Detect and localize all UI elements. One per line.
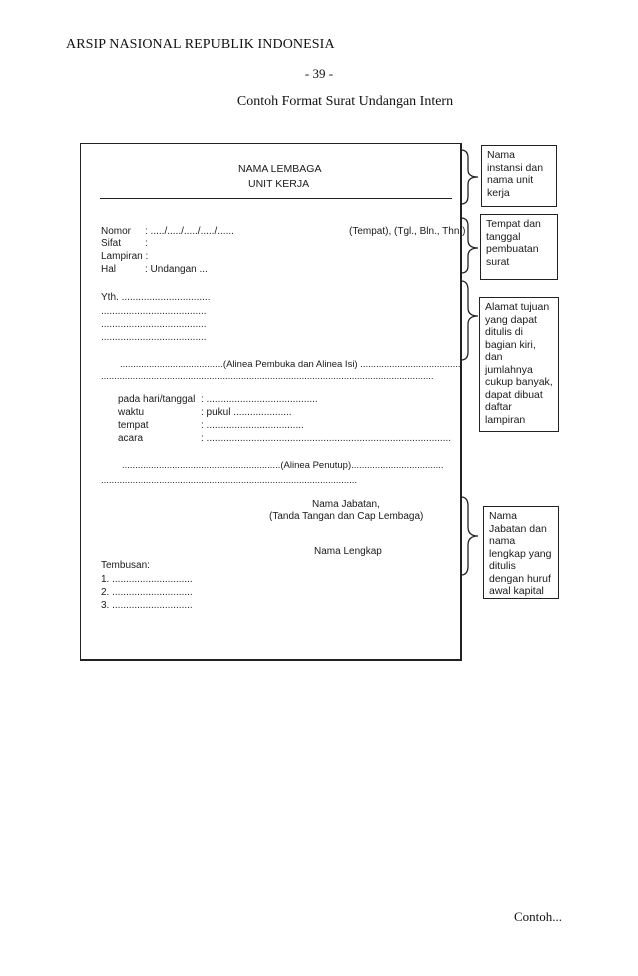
closing-paragraph-line: ............................................................(Alinea Penutup)................................... [122,460,444,471]
closing-paragraph-line: ................................................................................................. [101,475,358,486]
nomor-value: : ...../...../...../...../...... [145,226,234,237]
callout-box: Tempat dan tanggal pembuatan surat [480,214,558,280]
page-title: Contoh Format Surat Undangan Intern [236,94,454,109]
tembusan-item: 3. ............................. [101,600,193,611]
brace-icon [461,218,478,273]
position-name: Nama Jabatan, [312,499,380,510]
detail-value-place: : ................................... [201,420,304,431]
callout-box: Alamat tujuan yang dapat ditulis di bagian kiri, dan jumlahnya cukup banyak, dapat dibuat daftar lampiran [479,297,559,432]
page-number: - 39 - [304,66,334,81]
address-line: ...................................... [101,332,207,343]
lampiran-label: Lampiran : [101,251,149,262]
brace-icon [461,281,478,360]
yth-line: Yth. ................................ [101,292,211,303]
place-date: (Tempat), (Tgl., Bln., Thn.) [349,226,466,237]
tembusan-item: 2. ............................. [101,587,193,598]
detail-label-place: tempat [118,420,149,431]
address-line: ...................................... [101,306,207,317]
sifat-label: Sifat [101,238,122,249]
full-name: Nama Lengkap [314,546,382,557]
detail-value-date: : ........................................ [201,394,318,405]
letter-institution-name: NAMA LEMBAGA [238,163,322,175]
detail-label-date: pada hari/tanggal [118,394,196,405]
detail-label-time: waktu [118,407,145,418]
sifat-value: : [145,238,148,249]
brace-icon [461,497,478,575]
letter-unit-name: UNIT KERJA [248,178,310,190]
callout-box: Nama instansi dan nama unit kerja [481,145,557,207]
callout-box: Nama Jabatan dan nama lengkap yang ditulis dengan huruf awal kapital [483,506,559,599]
detail-value-agenda: : ........................................................................................ [201,433,452,444]
opening-paragraph-line: .............................................................................................................................. [101,371,434,382]
brace-icon [461,150,478,204]
nomor-label: Nomor [101,226,132,237]
tembusan-item: 1. ............................. [101,574,193,585]
signature-stamp: (Tanda Tangan dan Cap Lembaga) [269,511,424,522]
letterhead-divider [100,198,452,199]
header-organization: ARSIP NASIONAL REPUBLIK INDONESIA [66,37,335,52]
hal-value: : Undangan ... [145,264,208,275]
detail-value-time: : pukul ..................... [201,407,292,418]
footer-next-page: Contoh... [513,909,562,924]
detail-label-agenda: acara [118,433,144,444]
address-line: ...................................... [101,319,207,330]
opening-paragraph-line: .......................................(Alinea Pembuka dan Alinea Isi) ...................................... [120,359,461,370]
tembusan-label: Tembusan: [101,560,150,571]
hal-label: Hal [101,264,117,275]
